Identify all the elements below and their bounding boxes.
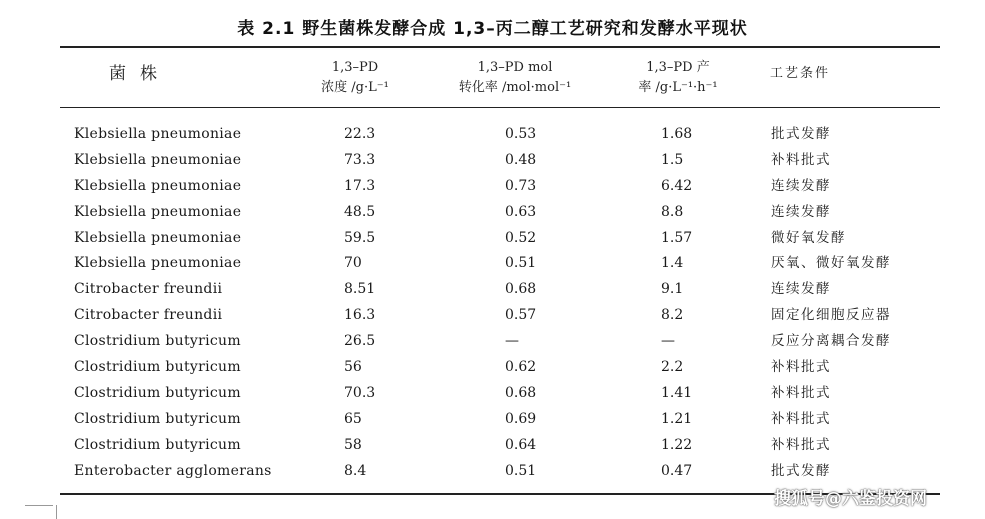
table-row xyxy=(0,226,985,252)
cell-process: 微好氧发酵 xyxy=(771,229,846,246)
cell-strain: Klebsiella pneumoniae xyxy=(74,255,242,272)
cell-strain: Citrobacter freundii xyxy=(74,281,223,298)
cell-conversion: 0.63 xyxy=(505,203,537,220)
cell-strain: Klebsiella pneumoniae xyxy=(74,203,242,220)
watermark: 搜狐号@六鉴投资网 xyxy=(774,489,927,509)
table-row xyxy=(0,407,985,433)
cell-concentration: 73.3 xyxy=(344,151,376,168)
header-productivity-line1: 1,3–PD 产 xyxy=(646,60,710,75)
cell-concentration: 70 xyxy=(344,255,362,272)
cell-strain: Klebsiella pneumoniae xyxy=(74,151,242,168)
cell-productivity: 2.2 xyxy=(661,359,684,376)
table-row xyxy=(0,174,985,200)
cell-process: 补料批式 xyxy=(771,151,831,168)
cell-strain: Clostridium butyricum xyxy=(74,436,241,453)
cell-process: 补料批式 xyxy=(771,359,831,376)
table-row xyxy=(0,329,985,355)
cell-process: 批式发酵 xyxy=(771,126,831,142)
header-concentration-line1: 1,3–PD xyxy=(331,60,379,75)
cell-strain: Klebsiella pneumoniae xyxy=(74,177,242,194)
cell-conversion: 0.57 xyxy=(505,307,537,324)
cell-conversion: 0.53 xyxy=(505,126,537,142)
cell-process: 批式发酵 xyxy=(771,462,831,479)
table-row xyxy=(0,303,985,329)
table-row xyxy=(0,122,985,148)
cell-process: 连续发酵 xyxy=(771,203,831,220)
cell-productivity: 6.42 xyxy=(661,177,693,194)
crop-mark xyxy=(56,505,57,519)
cell-productivity: — xyxy=(661,333,675,350)
cell-conversion: 0.68 xyxy=(505,281,537,298)
header-conversion xyxy=(445,58,585,98)
cell-conversion: 0.51 xyxy=(505,462,537,479)
cell-process: 补料批式 xyxy=(771,410,831,427)
cell-process: 连续发酵 xyxy=(771,177,831,194)
cell-concentration: 70.3 xyxy=(344,384,376,401)
cell-concentration: 8.51 xyxy=(344,281,376,298)
cell-process: 厌氧、微好氧发酵 xyxy=(771,255,891,272)
table-body xyxy=(0,122,985,484)
cell-concentration: 22.3 xyxy=(344,126,376,142)
cell-concentration: 65 xyxy=(344,410,362,427)
header-rule xyxy=(60,107,940,108)
cell-strain: Clostridium butyricum xyxy=(74,384,241,401)
cell-conversion: 0.69 xyxy=(505,410,537,427)
table-row xyxy=(0,433,985,459)
cell-process: 补料批式 xyxy=(771,384,831,401)
cell-productivity: 1.68 xyxy=(661,126,693,142)
cell-concentration: 26.5 xyxy=(344,333,376,350)
cell-concentration: 17.3 xyxy=(344,177,376,194)
cell-productivity: 1.57 xyxy=(661,229,693,246)
cell-conversion: 0.68 xyxy=(505,384,537,401)
cell-process: 固定化细胞反应器 xyxy=(771,307,891,324)
table-title: 表 2.1 野生菌株发酵合成 1,3–丙二醇工艺研究和发酵水平现状 xyxy=(237,19,748,39)
cell-concentration: 16.3 xyxy=(344,307,376,324)
cell-conversion: 0.73 xyxy=(505,177,537,194)
table-row xyxy=(0,355,985,381)
crop-mark xyxy=(25,505,53,506)
header-strain: 菌株 xyxy=(109,64,171,84)
cell-process: 反应分离耦合发酵 xyxy=(771,333,891,350)
cell-conversion: 0.48 xyxy=(505,151,537,168)
cell-conversion: 0.52 xyxy=(505,229,537,246)
table-row xyxy=(0,148,985,174)
cell-strain: Clostridium butyricum xyxy=(74,333,241,350)
cell-conversion: 0.51 xyxy=(505,255,537,272)
cell-concentration: 8.4 xyxy=(344,462,367,479)
cell-concentration: 48.5 xyxy=(344,203,376,220)
cell-productivity: 0.47 xyxy=(661,462,693,479)
header-productivity xyxy=(618,58,738,98)
cell-productivity: 1.4 xyxy=(661,255,684,272)
cell-strain: Klebsiella pneumoniae xyxy=(74,126,242,142)
cell-productivity: 8.2 xyxy=(661,307,684,324)
header-process: 工艺条件 xyxy=(770,66,831,81)
top-rule xyxy=(60,46,940,48)
cell-strain: Enterobacter agglomerans xyxy=(74,462,272,479)
cell-concentration: 56 xyxy=(344,359,362,376)
header-conversion-line2: 转化率 /mol·mol⁻¹ xyxy=(458,80,572,95)
cell-productivity: 1.5 xyxy=(661,151,684,168)
cell-productivity: 8.8 xyxy=(661,203,684,220)
cell-strain: Clostridium butyricum xyxy=(74,359,241,376)
cell-productivity: 1.22 xyxy=(661,436,693,453)
cell-strain: Clostridium butyricum xyxy=(74,410,241,427)
table-row xyxy=(0,200,985,226)
table-row xyxy=(0,251,985,277)
cell-strain: Citrobacter freundii xyxy=(74,307,223,324)
table-row xyxy=(0,277,985,303)
header-concentration-line2: 浓度 /g·L⁻¹ xyxy=(321,80,389,95)
cell-conversion: 0.64 xyxy=(505,436,537,453)
cell-process: 补料批式 xyxy=(771,436,831,453)
header-productivity-line2: 率 /g·L⁻¹·h⁻¹ xyxy=(638,80,718,95)
cell-conversion: — xyxy=(505,333,519,350)
cell-strain: Klebsiella pneumoniae xyxy=(74,229,242,246)
header-conversion-line1: 1,3–PD mol xyxy=(477,60,553,75)
cell-productivity: 1.21 xyxy=(661,410,693,427)
cell-concentration: 59.5 xyxy=(344,229,376,246)
cell-concentration: 58 xyxy=(344,436,362,453)
header-concentration xyxy=(300,58,410,98)
cell-process: 连续发酵 xyxy=(771,281,831,298)
cell-conversion: 0.62 xyxy=(505,359,537,376)
table-row xyxy=(0,459,985,485)
cell-productivity: 1.41 xyxy=(661,384,693,401)
cell-productivity: 9.1 xyxy=(661,281,684,298)
table-row xyxy=(0,381,985,407)
